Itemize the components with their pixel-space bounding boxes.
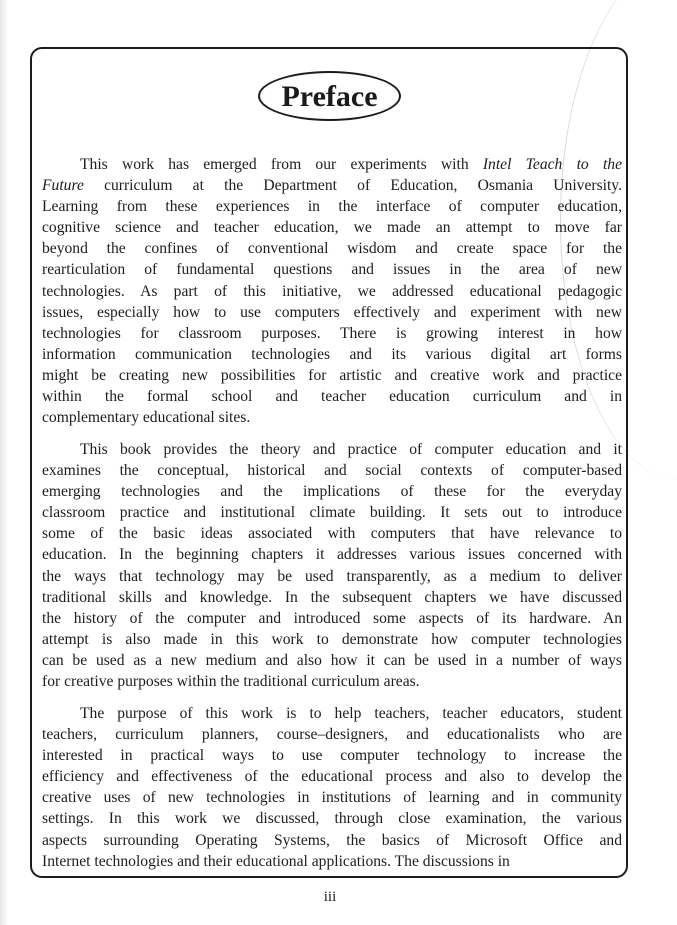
text-line: for creative purposes within the traditional curriculum areas. — [42, 673, 420, 691]
text-line: cognitive science and teacher education, we made an attempt to move far — [42, 219, 622, 237]
text-line: Internet technologies and their educational applications. The discussions in — [42, 852, 510, 870]
text-line: technologies. As part of this initiative, we addressed educational pedagogic — [42, 282, 622, 300]
text-line: the ways that technology may be used transparently, as a medium to deliver — [42, 567, 622, 585]
text-line: information communication technologies and its various digital art forms — [42, 345, 622, 363]
text-line: education. In the beginning chapters it addresses various issues concerned with — [42, 546, 622, 564]
text-line: The purpose of this work is to help teachers, teacher educators, student — [80, 705, 622, 722]
italic-text: Future — [42, 177, 84, 195]
page-title: Preface — [281, 79, 378, 113]
text-line: This book provides the theory and practice of computer education and it — [80, 441, 622, 458]
text-line: Future curriculum at the Department of Education, Osmania University. — [42, 177, 622, 195]
text-line: some of the basic ideas associated with computers that have relevance to — [42, 525, 622, 543]
paragraph-3 — [42, 703, 622, 872]
paragraph-1 — [42, 154, 622, 428]
text-line: emerging technologies and the implications of these for the everyday — [42, 483, 622, 501]
text-line: the history of the computer and introduced some aspects of its hardware. An — [42, 609, 622, 627]
text-line: settings. In this work we discussed, through close examination, the various — [42, 810, 622, 828]
text-line: beyond the confines of conventional wisdom and create space for the — [42, 240, 622, 258]
text-line: efficiency and effectiveness of the educational process and also to develop the — [42, 768, 622, 786]
text-line: rearticulation of fundamental questions and issues in the area of new — [42, 261, 622, 279]
text-line: interested in practical ways to use computer technology to increase the — [42, 747, 622, 765]
text-line: examines the conceptual, historical and social contexts of computer-based — [42, 462, 622, 480]
page-number: iii — [323, 889, 337, 905]
text-line: creative uses of new technologies in institutions of learning and in community — [42, 789, 622, 807]
scan-edge-shadow — [0, 0, 8, 925]
text-line: complementary educational sites. — [42, 409, 251, 427]
text-line: teachers, curriculum planners, course–designers, and educationalists who are — [42, 726, 622, 744]
text-line: Learning from these experiences in the interface of computer education, — [42, 198, 622, 216]
paragraph-2 — [42, 439, 622, 692]
italic-text: Intel Teach to the — [482, 156, 622, 173]
text-line: classroom practice and institutional climate building. It sets out to introduce — [42, 504, 622, 522]
text-line: might be creating new possibilities for artistic and creative work and practice — [42, 366, 622, 384]
text-line: traditional skills and knowledge. In the subsequent chapters we have discussed — [42, 588, 622, 606]
text-line: can be used as a new medium and also how it can be used in a number of ways — [42, 651, 622, 669]
text-line: within the formal school and teacher education curriculum and in — [42, 388, 622, 406]
text-line: This work has emerged from our experiments with Intel Teach to the — [80, 156, 622, 173]
text-line: technologies for classroom purposes. There is growing interest in how — [42, 324, 622, 342]
text-line: attempt is also made in this work to demonstrate how computer technologies — [42, 630, 622, 648]
text-line: issues, especially how to use computers effectively and experiment with new — [42, 303, 622, 321]
text-line: aspects surrounding Operating Systems, the basics of Microsoft Office and — [42, 831, 622, 849]
title-ellipse — [258, 71, 401, 121]
